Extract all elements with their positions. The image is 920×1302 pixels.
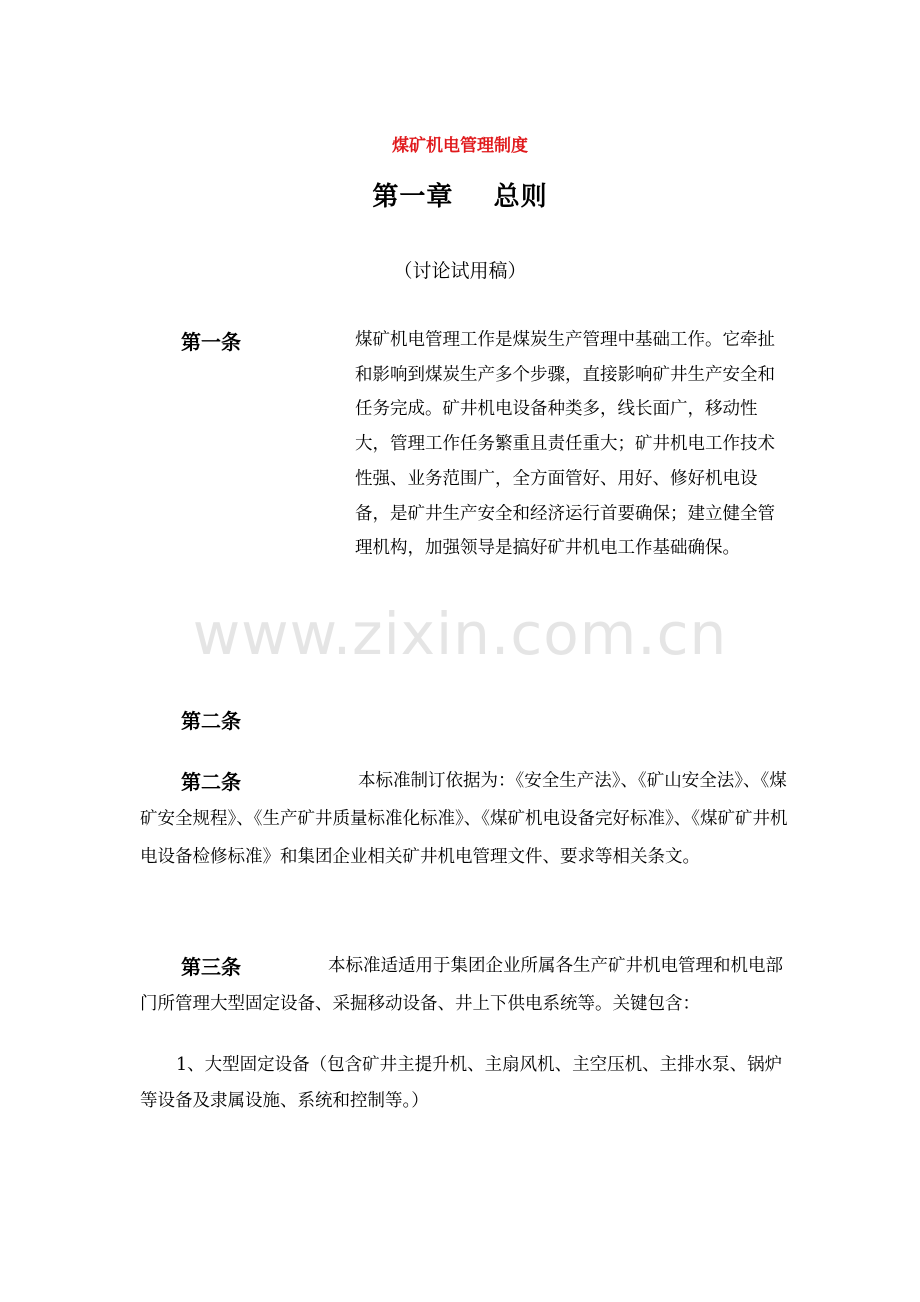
article-2-standalone-heading: 第二条	[181, 709, 241, 733]
article-2-body: 本标准制订依据为：《安全生产法》、《矿山安全法》、《煤矿安全规程》、《生产矿井质量标准化标准》、《煤矿机电设备完好标准》、《煤矿矿井机电设备检修标准》和集团企业相关矿井机电管理文件、要求等相关条文。	[140, 771, 788, 867]
chapter-title: 第一章 总则	[372, 182, 548, 212]
article-3-body: 本标准适适用于集团企业所属各生产矿井机电管理和机电部门所管理大型固定设备、采掘移动设备、井上下供电系统等。关键包含：	[140, 956, 783, 1014]
document-subtitle: （讨论试用稿）	[393, 260, 527, 282]
item-1-text: 1、大型固定设备（包含矿井主提升机、主扇风机、主空压机、主排水泵、锅炉等设备及隶属设施、系统和控制等。）	[140, 1055, 783, 1111]
watermark: www.zixin.com.cn	[192, 600, 728, 668]
article-2-heading: 第二条	[181, 770, 241, 794]
article-1-heading: 第一条	[181, 330, 241, 354]
document-title: 煤矿机电管理制度	[392, 136, 528, 156]
article-3-heading: 第三条	[181, 955, 241, 979]
article-1-body: 煤矿机电管理工作是煤炭生产管理中基础工作。它牵扯和影响到煤炭生产多个步骤，直接影响矿井生产安全和任务完成。矿井机电设备种类多，线长面广，移动性大，管理工作任务繁重且责任重大；矿井机电工作技术性强、业务范围广，全方面管好、用好、修好机电设备，是矿井生产安全和经济运行首要确保；建立健全管理机构，加强领导是搞好矿井机电工作基础确保。	[355, 330, 775, 559]
